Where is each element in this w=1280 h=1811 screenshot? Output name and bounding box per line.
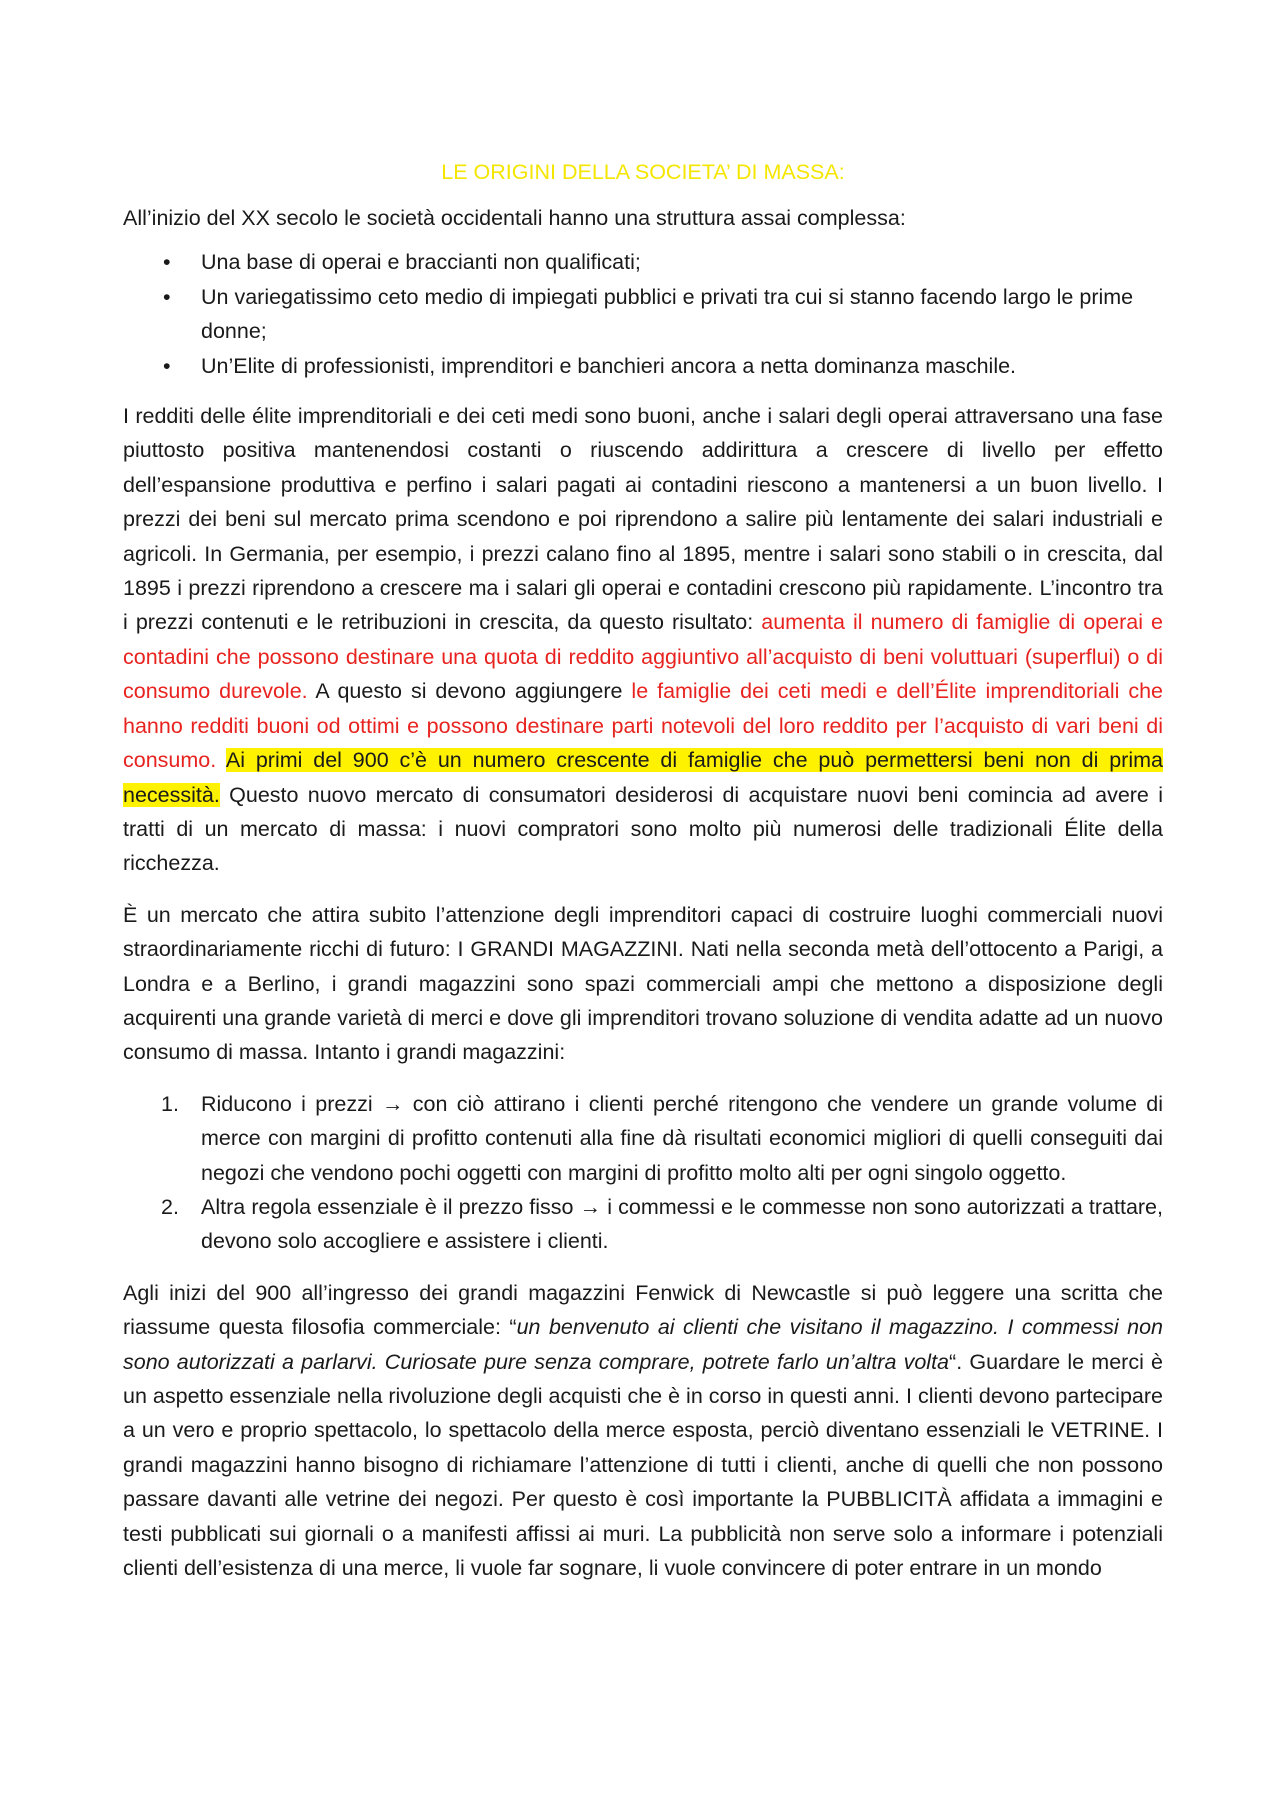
red-emphasis-1: aumenta il numero di famiglie di operai e contadini che possono destinare una quota di reddito aggiuntivo all’acquisto di beni voluttuari (superflui) o di consumo durevole.: [123, 610, 1163, 704]
bullet-list: [123, 245, 1163, 383]
fenwick-quote: un benvenuto ai clienti che visitano il magazzino. I commessi non sono autorizzati a parlarvi. Curiosate pure senza comprare, potrete farlo un’altra volta: [123, 1315, 1163, 1374]
bullet-text: Una base di operai e braccianti non qualificati;: [201, 250, 641, 275]
item-number: 2.: [161, 1194, 179, 1219]
red-emphasis-2: le famiglie dei ceti medi e dell’Élite imprenditoriali che hanno redditi buoni od ottimi e possono destinare parti notevoli del loro reddito per l’acquisto di vari beni di consumo.: [123, 679, 1163, 773]
bullet-item: [123, 280, 1163, 349]
incomes-text-3: [216, 748, 226, 772]
intro-paragraph: All’inizio del XX secolo le società occidentali hanno una struttura assai complessa:: [123, 206, 906, 230]
incomes-text-2: A questo si devono aggiungere: [307, 679, 632, 704]
paragraph-department-stores: È un mercato che attira subito l’attenzione degli imprenditori capaci di costruire luoghi commerciali nuovi straordinariamente ricchi di futuro: I GRANDI MAGAZZINI. Nati nella seconda metà dell’ottocento a Parigi, a Londra e a Berlino, i grandi magazzini sono spazi commerciali ampi che mettono a disposizione degli acquirenti una grande varietà di merci e dove gli imprenditori trovano soluzione di vendita adatte ad un nuovo consumo di massa. Intanto i grandi magazzini:: [123, 902, 1163, 1065]
item-text: Altra regola essenziale è il prezzo fisso → i commessi e le commesse non sono autorizzati a trattare, devono solo accogliere e assistere i clienti.: [201, 1194, 1163, 1254]
bullet-item: [123, 245, 1163, 279]
document-page: [123, 155, 1163, 1602]
numbered-list: [123, 1087, 1163, 1259]
numbered-item: [123, 1190, 1163, 1259]
fenwick-text-1: Agli inizi del 900 all’ingresso dei grandi magazzini Fenwick di Newcastle si può leggere una scritta che riassume questa filosofia commerciale: “: [123, 1280, 1163, 1340]
document-title: LE ORIGINI DELLA SOCIETA’ DI MASSA:: [441, 160, 845, 184]
paragraph-fenwick: [123, 1276, 1163, 1586]
bullet-text: Un’Elite di professionisti, imprenditori e banchieri ancora a netta dominanza maschile.: [201, 353, 1017, 378]
paragraph-incomes: [123, 399, 1163, 881]
item-number: 1.: [161, 1091, 179, 1116]
bullet-text: Un variegatissimo ceto medio di impiegati pubblici e privati tra cui si stanno facendo largo le prime donne;: [201, 284, 1134, 344]
fenwick-text-2: “. Guardare le merci è un aspetto essenziale nella rivoluzione degli acquisti che è in corso in questi anni. I clienti devono partecipare a un vero e proprio spettacolo, lo spettacolo della merce esposta, perciò diventano essenziali le VETRINE. I grandi magazzini hanno bisogno di richiamare l’attenzione di tutti i clienti, anche di quelli che non possono passare davanti alle vetrine dei negozi. Per questo è così importante la PUBBLICITÀ affidata a immagini e testi pubblicati sui giornali o a manifesti affissi ai muri. La pubblicità non serve solo a informare i potenziali clienti dell’esistenza di una merce, li vuole far sognare, li vuole convincere di poter entrare in un mondo: [123, 1349, 1163, 1581]
incomes-text-4: Questo nuovo mercato di consumatori desiderosi di acquistare nuovi beni comincia ad avere i tratti di un mercato di massa: i nuovi compratori sono molto più numerosi delle tradizionali Élite della ricchezza.: [123, 782, 1163, 876]
bullet-icon: •: [163, 353, 171, 378]
bullet-icon: •: [163, 284, 171, 309]
numbered-item: [123, 1087, 1163, 1190]
bullet-icon: •: [163, 250, 171, 275]
highlighted-sentence: Ai primi del 900 c’è un numero crescente di famiglie che può permettersi beni non di prima necessità.: [123, 748, 1163, 807]
bullet-item: [123, 349, 1163, 383]
item-text: Riducono i prezzi → con ciò attirano i clienti perché ritengono che vendere un grande volume di merce con margini di profitto contenuti alla fine dà risultati economici migliori di quelli conseguiti dai negozi che vendono pochi oggetti con margini di profitto molto alti per ogni singolo oggetto.: [201, 1091, 1163, 1185]
incomes-text-1: I redditi delle élite imprenditoriali e dei ceti medi sono buoni, anche i salari degli operai attraversano una fase piuttosto positiva mantenendosi costanti o riuscendo addirittura a crescere di livello per effetto dell’espansione produttiva e perfino i salari pagati ai contadini riescono a mantenersi a un buon livello. I prezzi dei beni sul mercato prima scendono e poi riprendono a salire più lentamente dei salari industriali e agricoli. In Germania, per esempio, i prezzi calano fino al 1895, mentre i salari sono stabili o in crescita, dal 1895 i prezzi riprendono a crescere ma i salari gli operai e contadini crescono più rapidamente. L’incontro tra i prezzi contenuti e le retribuzioni in crescita, da questo risultato:: [123, 404, 1163, 635]
